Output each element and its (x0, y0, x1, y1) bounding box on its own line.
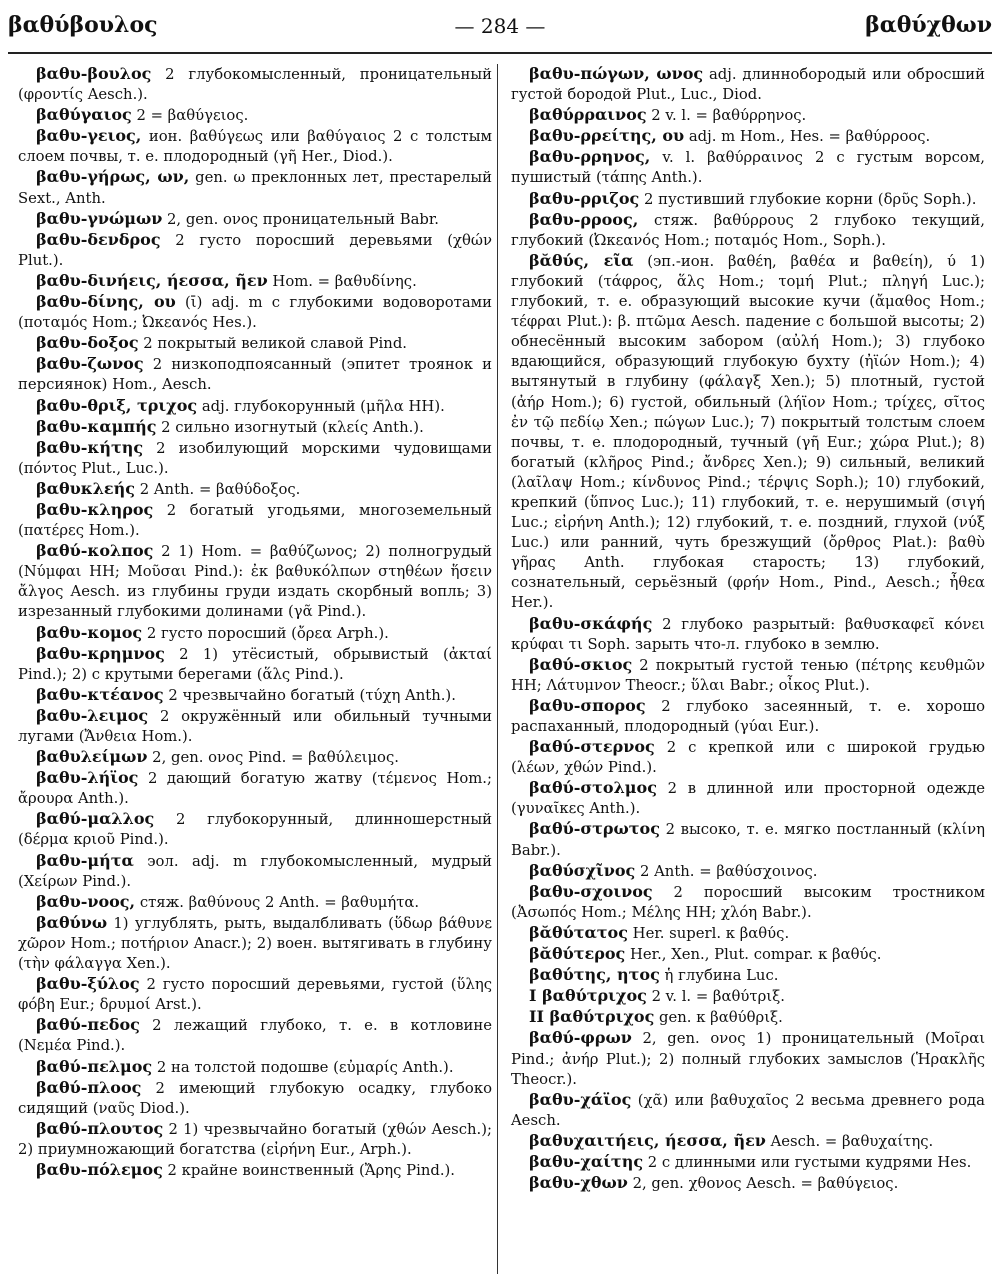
dictionary-entry (511, 819, 985, 860)
dictionary-entry (18, 396, 492, 417)
right-column (511, 64, 985, 1194)
entry-headword: βαθυ-δενδρος (36, 229, 161, 249)
entry-headword: βαθύ-πεδος (36, 1015, 140, 1035)
entry-definition: 2 1) чрезвычайно богатый (χθών Aesch.); 2) приумножающий богатства (εἰρήνη Eur., Arph.). (18, 1120, 492, 1158)
column-divider (497, 64, 498, 1274)
entry-headword: βαθυ-σκάφής (529, 613, 653, 633)
entry-headword: I βαθύτριχος (529, 986, 647, 1006)
entry-headword: βαθυ-πώγων, ωνος (529, 64, 704, 83)
entry-headword: βαθυ-ρριζος (529, 188, 640, 208)
dictionary-entry (511, 1152, 985, 1173)
entry-definition: 2 1) утёсистый, обрывистый (ἀκταί Pind.); 2) с крутыми берегами (ἅλς Pind.). (18, 645, 492, 683)
dictionary-entry (511, 251, 985, 614)
entry-headword: βαθυ-λήϊος (36, 768, 139, 788)
dictionary-entry (511, 737, 985, 778)
dictionary-entry (511, 614, 985, 655)
entry-definition: (ῑ) adj. m с глубокими водоворотами (ποταμός Hom.; Ὠκεανός Hes.). (18, 294, 493, 332)
entry-headword: βαθύγαιος (36, 105, 132, 125)
entry-headword: βαθυ-σπορος (529, 695, 646, 715)
entry-headword: βαθυ-γειος, (36, 126, 142, 146)
dictionary-entry (18, 64, 492, 105)
entry-headword: βαθυ-πόλεμος (36, 1159, 163, 1179)
dictionary-entry (18, 913, 492, 974)
entry-headword: βαθύ-πλουτος (36, 1118, 164, 1138)
page-header (8, 12, 992, 42)
entry-headword: βαθυλείμων (36, 747, 148, 767)
dictionary-entry (18, 126, 492, 167)
entry-definition: 2 чрезвычайно богатый (τύχη Anth.). (163, 686, 456, 704)
entry-definition: gen. ω преклонных лет, престарелый Sext., Anth. (18, 169, 492, 207)
entry-definition: Aesch. = βαθυχαίτης. (765, 1132, 934, 1150)
dictionary-entry (511, 882, 985, 923)
entry-definition: 2 = βαθύγειος. (131, 107, 249, 125)
entry-definition: Her., Xen., Plut. compar. к βαθύς. (625, 946, 882, 964)
entry-definition: 2 лежащий глубоко, т. е. в котловине (Νεμέα Pind.). (18, 1017, 492, 1055)
entry-definition: 2 с длинными или густыми кудрями Hes. (643, 1153, 972, 1171)
entry-definition: 2 глубоко засеянный, т. е. хорошо распаханный, плодородный (γύαι Eur.). (511, 697, 985, 735)
dictionary-entry (18, 167, 492, 208)
entry-definition: 2 окружённый или обильный тучными лугами (Ἄνθεια Hom.). (18, 707, 492, 745)
dictionary-entry (511, 147, 985, 188)
entry-headword: βαθυ-χάϊος (529, 1089, 632, 1109)
dictionary-entry (511, 210, 985, 251)
header-left-guide-word: βαθύβουλος (8, 12, 158, 38)
entry-headword: II βαθύτριχος (529, 1007, 655, 1027)
entry-headword: βαθυκλεής (36, 478, 136, 498)
entry-definition: 2 v. l. = βαθύρρηνος. (646, 107, 807, 125)
entry-definition: 2 высоко, т. е. мягко постланный (κλίνη Babr.). (511, 821, 985, 859)
dictionary-entry (18, 768, 492, 809)
dictionary-entry (511, 189, 985, 210)
dictionary-entry (18, 417, 492, 438)
entry-headword: βαθυ-ρρείτης, ου (529, 126, 685, 146)
entry-definition: 2, gen. χθονος Aesch. = βαθύγειος. (627, 1175, 899, 1193)
entry-headword: βαθύ-κολπος (36, 541, 154, 561)
dictionary-entry (18, 809, 492, 850)
entry-definition: ион. βαθύγεως или βαθύγαιος 2 с толстым слоем почвы, т. е. плодородный (γῆ Her., Diod.). (18, 128, 492, 166)
entry-headword: βαθύνω (36, 912, 108, 932)
entry-headword: βαθυ-κήτης (36, 437, 144, 457)
dictionary-entry (18, 1015, 492, 1056)
dictionary-entry (18, 1119, 492, 1160)
dictionary-entry (18, 271, 492, 292)
entry-definition: ἡ глубина Luc. (659, 967, 779, 985)
dictionary-entry (18, 105, 492, 126)
dictionary-entry (18, 209, 492, 230)
entry-headword: βαθυ-γήρως, ων, (36, 167, 190, 187)
entry-definition: 2 поросший высоким тростником (Ἀσωπός Hom.; Μέλης HH; χλόη Babr.). (511, 883, 985, 921)
dictionary-entry (511, 965, 985, 986)
entry-definition: 2 низкоподпоясанный (эпитет троянок и персиянок) Hom., Aesch. (18, 356, 492, 394)
entry-definition: 2 богатый угодьями, многоземельный (πατέρες Hom.). (18, 501, 492, 540)
entry-definition: 2 имеющий глубокую осадку, глубоко сидящий (ναῦς Diod.). (18, 1079, 492, 1117)
dictionary-entry (18, 644, 492, 685)
entry-definition: (эп.-ион. βαθέη, βαθέα и βαθείη), ύ 1) глубокий (τάφρος, ἅλς Hom.; τομή Plut.; πληγή Luc.); глубокий, т. е. образующий высокие кучи (ἄμαθος Hom.; τέφραι Plut.): β. πτῶμα Aesch. падение с большой высоты; 2) обнесённый высоким забором (αὐλή Hom.); 3) глубоко вдающийся, образующий глубокую бухту (ἠϊών Hom.); 4) вытянутый в глубину (φάλαγξ Xen.); 5) плотный, густой (ἀήρ Hom.); 6) густой, обильный (λήϊον Hom.; τρίχες, σῖτος ἐν τῷ πεδίῳ Xen.; πώγων Luc.); 7) покрытый толстым слоем почвы, т. е. плодородный, тучный (γῆ Eur.; χώρα Plut.); 8) богатый (κλῆρος Pind.; ἄνδρες Xen.); 9) сильный, великий (λαῖλαψ Hom.; κίνδυνος Pind.; τέρψις Soph.); 10) глубокий, крепкий (ὕπνος Luc.); 11) глубокий, т. е. нерушимый (σιγή Luc.; εἰρήνη Anth.); 12) глубокий, т. е. поздний, глухой (νύξ Luc.) или ранний, чуть брезжущий (ὄρθρος Plat.): βαθὺ γῆρας Anth. глубокая старость; 13) глубокий, сознательный, серьёзный (φρήν Hom., Pind., Aesch.; ἦθεα Her.). (511, 252, 985, 612)
dictionary-entry (18, 892, 492, 913)
dictionary-entry (511, 655, 985, 696)
entry-definition: 2 глубокорунный, длинношерстный (δέρμα κριοῦ Pind.). (18, 811, 492, 849)
entry-headword: βαθυ-σχοινος (529, 881, 653, 901)
entry-definition: Her. superl. к βαθύς. (627, 924, 790, 942)
entry-headword: βαθυ-δίνης, ου (36, 292, 176, 312)
entry-definition: 2 в длинной или просторной одежде (γυναῖκες Anth.). (511, 780, 985, 818)
entry-headword: βαθυ-μήτα (36, 850, 134, 870)
entry-definition: 2 изобилующий морскими чудовищами (πόντος Plut., Luc.). (18, 439, 492, 477)
entry-headword: βᾰθύς, εῖα (529, 250, 634, 270)
entry-definition: 2 крайне воинственный (Ἄρης Pind.). (162, 1161, 456, 1179)
entry-headword: βαθυ-νοος, (36, 891, 136, 911)
entry-definition: gen. к βαθύθριξ. (654, 1009, 783, 1027)
entry-headword: βαθυ-γνώμων (36, 208, 163, 228)
entry-headword: βαθυ-ξύλος (36, 974, 140, 994)
entry-definition: 2 Anth. = βαθύδοξος. (135, 480, 301, 498)
entry-definition: 1) углублять, рыть, выдалбливать (ὕδωρ βάθυνε χῶρον Hom.; ποτήριον Anacr.); 2) воен. вытягивать в глубину (τὴν φάλαγγα Xen.). (18, 914, 492, 973)
entry-headword: βᾰθύτατος (529, 922, 628, 942)
entry-headword: βαθύ-στρωτος (529, 819, 660, 839)
entry-headword: βαθυ-χθων (529, 1173, 628, 1193)
dictionary-entry (511, 944, 985, 965)
dictionary-entry (511, 1090, 985, 1131)
entry-definition: эол. adj. m глубокомысленный, мудрый (Χείρων Pind.). (18, 852, 492, 890)
entry-headword: βαθύ-μαλλος (36, 809, 155, 829)
dictionary-entry (511, 986, 985, 1007)
entry-headword: βαθύ-πλοος (36, 1077, 142, 1097)
header-right-guide-word: βαθύχθων (865, 12, 992, 38)
dictionary-entry (511, 1173, 985, 1194)
entry-definition: 2 1) Hom. = βαθύζωνος; 2) полногрудый (Νύμφαι HH; Μοῦσαι Pind.): ἐκ βαθυκόλπων στηθέων ἥσειν ἄλγος Aesch. из глубины груди издать скорбный вопль; 3) изрезанный глубокими долинами (γᾶ Pind.). (18, 543, 492, 621)
dictionary-entry (511, 105, 985, 126)
dictionary-entry (511, 923, 985, 944)
entry-definition: 2 пустивший глубокие корни (δρῦς Soph.). (639, 190, 977, 208)
left-column (18, 64, 492, 1181)
dictionary-entry (511, 778, 985, 819)
dictionary-entry (18, 292, 492, 333)
entry-definition: 2 покрытый великой славой Pind. (138, 335, 407, 353)
entry-headword: βαθυ-ρρηνος, (529, 147, 651, 167)
entry-headword: βαθυχαιτήεις, ήεσσα, ῆεν (529, 1130, 766, 1150)
dictionary-entry (18, 354, 492, 395)
entry-definition: 2 густо поросший деревьями, густой (ὕλης φόβη Eur.; δρυμοί Arst.). (18, 976, 492, 1014)
page-number: — 284 — (454, 14, 546, 38)
entry-headword: βαθυ-ζωνος (36, 354, 144, 374)
entry-definition: 2 густо поросший деревьями (χθών Plut.). (18, 231, 492, 269)
entry-headword: βαθύτης, ητος (529, 965, 660, 985)
dictionary-entry (511, 1028, 985, 1089)
header-rule (8, 52, 992, 54)
dictionary-entry (18, 438, 492, 479)
entry-headword: βαθύ-στερνος (529, 737, 655, 757)
entry-definition: 2, gen. ονος проницательный Babr. (162, 210, 440, 228)
dictionary-entry (18, 623, 492, 644)
entry-definition: 2 v. l. = βαθύτριξ. (646, 988, 785, 1006)
dictionary-entry (18, 1160, 492, 1181)
dictionary-entry (18, 1057, 492, 1078)
entry-headword: βαθύσχῖνος (529, 860, 636, 880)
entry-headword: βαθυ-καμπής (36, 416, 157, 436)
entry-definition: 2 глубоко разрытый: βαθυσκαφεῖ κόνει κρύφαι τι Soph. зарыть что-л. глубоко в землю. (511, 615, 985, 653)
dictionary-entry (18, 500, 492, 541)
entry-headword: βαθυ-ρροος, (529, 209, 639, 229)
dictionary-entry (18, 1078, 492, 1119)
dictionary-entry (18, 685, 492, 706)
entry-definition: 2, gen. ονος Pind. = βαθύλειμος. (147, 749, 399, 767)
entry-headword: βαθύ-πελμος (36, 1056, 153, 1076)
entry-headword: βαθύ-στολμος (529, 778, 657, 798)
entry-headword: βαθύ-φρων (529, 1028, 632, 1048)
entry-definition: adj. m Hom., Hes. = βαθύρροος. (684, 128, 931, 146)
entry-definition: 2 с крепкой или с широкой грудью (λέων, χθών Pind.). (511, 739, 985, 777)
entry-headword: βαθυ-κτέανος (36, 684, 164, 704)
dictionary-entry (511, 1007, 985, 1028)
entry-headword: βᾰθύτερος (529, 944, 626, 964)
entry-definition: Hom. = βαθυδίνης. (267, 272, 417, 290)
entry-headword: βαθυ-χαίτης (529, 1151, 644, 1171)
entry-headword: βαθυ-κρημνος (36, 643, 165, 663)
entry-definition: adj. глубокорунный (μῆλα HH). (197, 397, 445, 415)
entry-definition: 2 покрытый густой тенью (πέτρης κευθμῶν HH; Λάτυμνον Theocr.; ὕλαι Babr.; οἶκος Plut.). (511, 656, 985, 694)
entry-definition: стяж. βαθύνους 2 Anth. = βαθυμήτα. (135, 893, 420, 911)
dictionary-entry (18, 747, 492, 768)
entry-headword: βαθυ-κομος (36, 622, 143, 642)
dictionary-entry (18, 230, 492, 271)
dictionary-entry (511, 696, 985, 737)
entry-definition: 2 Anth. = βαθύσχοινος. (635, 862, 818, 880)
dictionary-entry (18, 706, 492, 747)
dictionary-entry (18, 851, 492, 892)
dictionary-entry (18, 974, 492, 1015)
entry-definition: 2 сильно изогнутый (κλείς Anth.). (156, 418, 424, 436)
entry-headword: βαθυ-δοξος (36, 333, 139, 353)
entry-definition: 2 густо поросший (ὄρεα Arph.). (142, 624, 389, 642)
entry-definition: 2, gen. ονος 1) проницательный (Μοῖραι Pind.; ἀνήρ Plut.); 2) полный глубоких замыслов (Ἡρακλῆς Theocr.). (511, 1030, 985, 1088)
dictionary-entry (511, 1131, 985, 1152)
entry-headword: βαθυ-κληρος (36, 499, 154, 519)
dictionary-entry (511, 64, 985, 105)
dictionary-entry (18, 541, 492, 622)
entry-definition: 2 на толстой подошве (εὐμαρίς Anth.). (152, 1058, 454, 1076)
entry-definition: стяж. βαθύρρους 2 глубоко текущий, глубокий (Ὠκεανός Hom.; ποταμός Hom., Soph.). (511, 211, 985, 249)
dictionary-entry (511, 126, 985, 147)
entry-definition: 2 глубокомысленный, проницательный (φροντίς Aesch.). (18, 66, 492, 104)
dictionary-entry (511, 861, 985, 882)
entry-headword: βαθύ-σκιος (529, 654, 633, 674)
entry-headword: βαθυ-θριξ, τριχος (36, 395, 198, 415)
entry-headword: βαθυ-λειμος (36, 705, 149, 725)
entry-definition: 2 дающий богатую жатву (τέμενος Hom.; ἄρουρα Anth.). (18, 770, 492, 808)
dictionary-entry (18, 333, 492, 354)
entry-definition: (χᾶ) или βαθυχαῖος 2 весьма древнего рода Aesch. (511, 1091, 985, 1129)
dictionary-entry (18, 479, 492, 500)
entry-headword: βαθυ-δινήεις, ήεσσα, ῆεν (36, 270, 268, 290)
entry-definition: v. l. βαθύρραινος 2 с густым ворсом, пушистый (τάπης Anth.). (511, 149, 985, 187)
entry-definition: adj. длиннобородый или обросший густой бородой Plut., Luc., Diod. (511, 66, 985, 104)
entry-headword: βαθυ-βουλος (36, 64, 152, 83)
entry-headword: βαθύρραινος (529, 105, 647, 125)
